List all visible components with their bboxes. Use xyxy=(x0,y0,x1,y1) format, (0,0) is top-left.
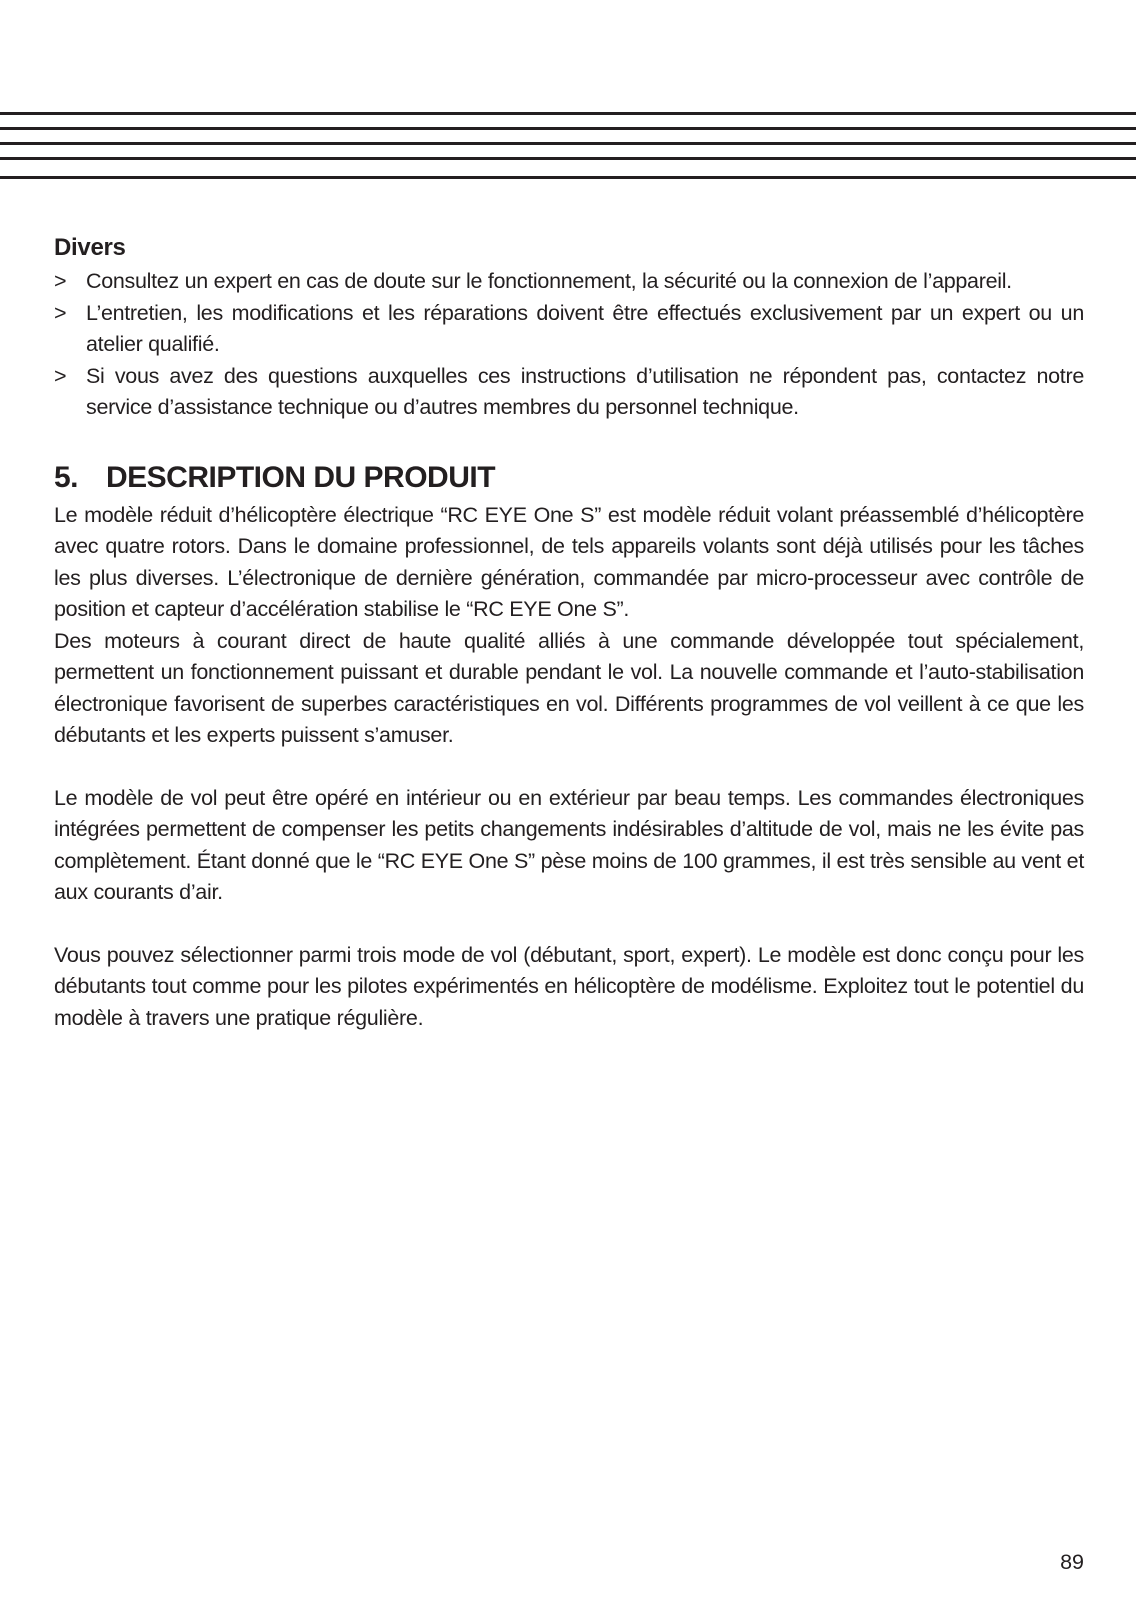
bullet-marker: > xyxy=(54,269,67,293)
bullet-marker: > xyxy=(54,300,67,325)
header-rule xyxy=(0,142,1136,145)
header-rules xyxy=(0,112,1136,182)
bullet-marker: > xyxy=(54,363,67,388)
header-rule xyxy=(0,112,1136,115)
chapter-title xyxy=(54,458,1084,498)
chapter-number: 5. xyxy=(54,460,79,494)
page-number: 89 xyxy=(1060,1550,1084,1574)
list-item-text: L’entretien, les modifications et les réparations doivent être effectués exclusivement par un expert ou un atelier qualifié. xyxy=(86,300,1084,356)
header-rule xyxy=(0,176,1136,179)
list-item xyxy=(54,298,1084,361)
list-item xyxy=(54,266,1084,298)
chapter-title-text: DESCRIPTION DU PRODUIT xyxy=(106,460,496,494)
page-content xyxy=(54,232,1084,1034)
list-item-text: Consultez un expert en cas de doute sur le fonctionnement, la sécurité ou la connexion de l’appareil. xyxy=(86,269,1012,293)
list-item xyxy=(54,361,1084,424)
paragraph: Le modèle de vol peut être opéré en intérieur ou en extérieur par beau temps. Les commandes électroniques intégrées permettent de compenser les petits changements indésirables d’altitude de vol, mais ne les évite pas complètement. Étant donné que le “RC EYE One S” pèse moins de 100 grammes, il est très sensible au vent et aux courants d’air. xyxy=(54,785,1084,904)
section-heading-divers: Divers xyxy=(54,234,126,261)
divers-bullet-list xyxy=(54,266,1084,424)
list-item-text: Si vous avez des questions auxquelles ces instructions d’utilisation ne répondent pas, contactez notre service d’assistance technique ou d’autres membres du personnel technique. xyxy=(86,363,1084,419)
paragraph: Des moteurs à courant direct de haute qualité alliés à une commande développée tout spécialement, permettent un fonctionnement puissant et durable pendant le vol. La nouvelle commande et l’auto-stabilisation électronique favorisent de superbes caractéristiques en vol. Différents programmes de vol veillent à ce que les débutants et les experts puissent s’amuser. xyxy=(54,628,1084,747)
paragraph: Le modèle réduit d’hélicoptère électrique “RC EYE One S” est modèle réduit volant préassemblé d’hélicoptère avec quatre rotors. Dans le domaine professionnel, de tels appareils volants sont déjà utilisés pour les tâches les plus diverses. L’électronique de dernière génération, commandée par micro-processeur avec contrôle de position et capteur d’accélération stabilise le “RC EYE One S”. xyxy=(54,502,1084,621)
header-rule xyxy=(0,157,1136,160)
header-rule xyxy=(0,127,1136,130)
paragraph: Vous pouvez sélectionner parmi trois mode de vol (débutant, sport, expert). Le modèle est donc conçu pour les débutants tout comme pour les pilotes expérimentés en hélicoptère de modélisme. Exploitez tout le potentiel du modèle à travers une pratique régulière. xyxy=(54,942,1084,1030)
